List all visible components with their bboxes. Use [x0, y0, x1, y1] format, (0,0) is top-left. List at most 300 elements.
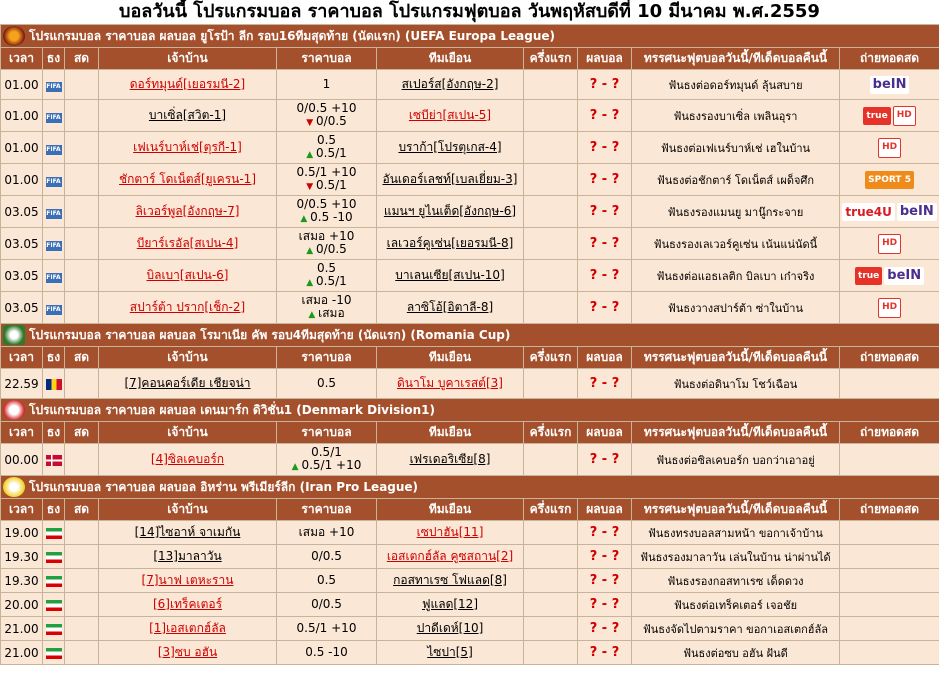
header-result: ผลบอล [578, 422, 632, 444]
odds-secondary [277, 147, 376, 162]
league-title-row [1, 399, 939, 422]
true-hd-logo-icon: HD [878, 138, 901, 158]
home-team [99, 70, 277, 100]
match-time: 19.30 [1, 569, 43, 593]
header-home: เจ้าบ้าน [99, 499, 277, 521]
away-team-link[interactable]: ไซปา[5] [427, 645, 473, 659]
result-score: ? - ? [578, 196, 632, 228]
odds-cell [277, 545, 377, 569]
match-row [1, 164, 939, 196]
header-live: สด [65, 422, 99, 444]
away-team [377, 545, 524, 569]
result-score: ? - ? [578, 617, 632, 641]
prediction-tip: ฟันธงจัดไปตามราคา ขอกาเอสเตกฮ์ลัล [632, 617, 840, 641]
odds-up-arrow-icon: ▲ [306, 245, 317, 256]
odds-secondary [277, 307, 376, 322]
home-team [99, 593, 277, 617]
live-cell [65, 545, 99, 569]
iran-flag-icon [46, 600, 62, 611]
tv-channels [840, 260, 939, 292]
home-team [99, 444, 277, 476]
true-sport-5-logo-icon: SPORT 5 [865, 171, 914, 189]
tv-channels [840, 70, 939, 100]
half-time-score [524, 260, 578, 292]
header-result: ผลบอล [578, 48, 632, 70]
home-team-link[interactable]: [3]ซบ อฮัน [157, 645, 218, 659]
match-flag [43, 132, 65, 164]
tv-channels [840, 593, 939, 617]
header-flag: ธง [43, 48, 65, 70]
half-time-score [524, 196, 578, 228]
odds-primary: 0.5 [316, 573, 337, 587]
live-cell [65, 641, 99, 665]
home-team [99, 292, 277, 324]
result-score: ? - ? [578, 444, 632, 476]
home-team-link[interactable]: [4]ซิลเคบอร์ก [150, 452, 225, 466]
odds-cell [277, 444, 377, 476]
away-team [377, 100, 524, 132]
live-cell [65, 70, 99, 100]
true-hd-logo-icon: HD [878, 234, 901, 254]
odds-cell [277, 641, 377, 665]
result-score: ? - ? [578, 100, 632, 132]
tv-channels [840, 228, 939, 260]
prediction-tip: ฟันธงต่อเทร็คเตอร์ เจอชัย [632, 593, 840, 617]
iran-flag-icon [46, 624, 62, 635]
match-flag [43, 70, 65, 100]
home-team [99, 228, 277, 260]
header-home: เจ้าบ้าน [99, 422, 277, 444]
league-title-row [1, 25, 939, 48]
match-schedule-table [0, 24, 939, 665]
bein-sport-logo-icon: beIN [870, 76, 910, 94]
odds-up-arrow-icon: ▲ [306, 149, 317, 160]
away-team-link[interactable]: อันเดอร์เลชท์[เบลเยี่ยม-3] [382, 172, 518, 186]
header-live: สด [65, 347, 99, 369]
match-flag [43, 521, 65, 545]
live-cell [65, 196, 99, 228]
league-title [1, 476, 939, 499]
half-time-score [524, 569, 578, 593]
match-row [1, 196, 939, 228]
header-odds: ราคาบอล [277, 422, 377, 444]
tv-channels [840, 164, 939, 196]
header-away: ทีมเยือน [377, 48, 524, 70]
header-odds: ราคาบอล [277, 48, 377, 70]
header-odds: ราคาบอล [277, 347, 377, 369]
league-title [1, 324, 939, 347]
odds-primary: 1 [322, 77, 331, 91]
home-team-link[interactable]: ดอร์ทมุนด์[เยอรมนี-2] [129, 77, 246, 91]
denmark-flag-icon [46, 455, 62, 466]
home-team [99, 545, 277, 569]
result-score: ? - ? [578, 228, 632, 260]
prediction-tip: ฟันธงต่อแอธเลติก บิลเบา เก๋าจริง [632, 260, 840, 292]
half-time-score [524, 444, 578, 476]
tv-logos [878, 138, 901, 158]
match-time: 22.59 [1, 369, 43, 399]
match-row [1, 100, 939, 132]
header-result: ผลบอล [578, 499, 632, 521]
result-score: ? - ? [578, 70, 632, 100]
home-team [99, 369, 277, 399]
tv-logos [865, 171, 914, 189]
header-home: เจ้าบ้าน [99, 48, 277, 70]
tv-logos [842, 203, 936, 221]
odds-primary: เสมอ -10 [301, 292, 352, 307]
away-team-link[interactable]: เซบีย่า[สเปน-5] [408, 108, 492, 122]
odds-secondary-text: 0.5/1 [316, 273, 347, 288]
away-team-link[interactable]: บราก้า[โปรตุเกส-4] [398, 140, 502, 154]
odds-cell [277, 70, 377, 100]
home-team-link[interactable]: บิลเบา[สเปน-6] [146, 268, 229, 282]
match-row [1, 369, 939, 399]
odds-primary: 0.5 [316, 132, 337, 147]
away-team-link[interactable]: ปาดีเดห์[10] [416, 621, 484, 635]
away-team [377, 521, 524, 545]
odds-secondary-text: 0/0.5 [316, 113, 347, 128]
match-row [1, 641, 939, 665]
away-team-link[interactable]: เอสเตกฮ์ลัล คูซสถาน[2] [386, 549, 514, 563]
fifa-flag-icon: FIFA [46, 210, 61, 217]
denmark-division-logo-icon [3, 400, 25, 420]
home-team-link[interactable]: [14]ไซอาห์ จาเมกัน [134, 525, 241, 539]
half-time-score [524, 617, 578, 641]
match-row [1, 569, 939, 593]
prediction-tip: ฟันธงต่อซบ อฮัน ฝันดี [632, 641, 840, 665]
header-home: เจ้าบ้าน [99, 347, 277, 369]
header-half: ครึ่งแรก [524, 499, 578, 521]
tv-channels [840, 521, 939, 545]
match-flag [43, 444, 65, 476]
header-live: สด [65, 499, 99, 521]
fifa-flag-icon: FIFA [46, 114, 61, 121]
odds-cell [277, 617, 377, 641]
half-time-score [524, 228, 578, 260]
away-team-link[interactable]: ฟูแลด[12] [421, 597, 478, 611]
page-title: บอลวันนี้ โปรแกรมบอล ราคาบอล โปรแกรมฟุตบอล วันพฤหัสบดีที่ 10 มีนาคม พ.ศ.2559 [119, 1, 820, 22]
match-row [1, 521, 939, 545]
iran-flag-icon [46, 552, 62, 563]
live-cell [65, 521, 99, 545]
home-team [99, 164, 277, 196]
live-cell [65, 617, 99, 641]
match-time: 03.05 [1, 260, 43, 292]
league-title-text: โปรแกรมบอล ราคาบอล ผลบอล เดนมาร์ก ดิวิชั่น1 (Denmark Division1) [29, 402, 435, 417]
header-half: ครึ่งแรก [524, 422, 578, 444]
match-row [1, 593, 939, 617]
tv-channels [840, 444, 939, 476]
away-team [377, 641, 524, 665]
odds-cell [277, 132, 377, 164]
odds-up-arrow-icon: ▲ [308, 309, 319, 320]
match-flag [43, 641, 65, 665]
away-team-link[interactable]: สเปอร์ส[อังกฤษ-2] [401, 77, 499, 91]
tv-channels [840, 196, 939, 228]
match-time: 03.05 [1, 228, 43, 260]
match-time: 20.00 [1, 593, 43, 617]
away-team [377, 70, 524, 100]
away-team-link[interactable]: ลาซิโอ้[อิตาลี-8] [406, 300, 494, 314]
half-time-score [524, 132, 578, 164]
odds-secondary-text: 0/0.5 [316, 241, 347, 256]
half-time-score [524, 545, 578, 569]
home-team-link[interactable]: บียาร์เรอัล[สเปน-4] [136, 236, 239, 250]
header-tv: ถ่ายทอดสด [840, 499, 939, 521]
odds-primary: 0.5 -10 [305, 645, 348, 659]
tv-logos [863, 106, 915, 126]
odds-primary: 0.5 [316, 260, 337, 275]
half-time-score [524, 164, 578, 196]
match-time: 00.00 [1, 444, 43, 476]
odds-down-arrow-icon: ▼ [306, 181, 317, 192]
match-flag [43, 196, 65, 228]
column-header-row [1, 499, 939, 521]
home-team [99, 100, 277, 132]
header-flag: ธง [43, 499, 65, 521]
match-time: 21.00 [1, 617, 43, 641]
live-cell [65, 369, 99, 399]
prediction-tip: ฟันธงต่อซิลเคบอร์ก บอกว่าเอาอยู่ [632, 444, 840, 476]
away-team-link[interactable]: เฟรเดอริเซีย[8] [409, 452, 491, 466]
tv-channels [840, 569, 939, 593]
odds-up-arrow-icon: ▲ [300, 213, 311, 224]
header-tip: ทรรศนะฟุตบอลวันนี้/ทีเด็ดบอลคืนนี้ [632, 347, 840, 369]
column-header-row [1, 48, 939, 70]
result-score: ? - ? [578, 292, 632, 324]
header-tv: ถ่ายทอดสด [840, 347, 939, 369]
header-time: เวลา [1, 499, 43, 521]
header-tip: ทรรศนะฟุตบอลวันนี้/ทีเด็ดบอลคืนนี้ [632, 422, 840, 444]
half-time-score [524, 521, 578, 545]
match-flag [43, 569, 65, 593]
home-team [99, 641, 277, 665]
half-time-score [524, 369, 578, 399]
result-score: ? - ? [578, 260, 632, 292]
fifa-flag-icon: FIFA [46, 242, 61, 249]
away-team [377, 292, 524, 324]
odds-primary: เสมอ +10 [298, 228, 355, 243]
odds-cell [277, 164, 377, 196]
odds-secondary [277, 275, 376, 290]
away-team-link[interactable]: เซปาฮัน[11] [416, 525, 484, 539]
away-team [377, 260, 524, 292]
league-title-text: โปรแกรมบอล ราคาบอล ผลบอล โรมาเนีย คัพ รอบ4ทีมสุดท้าย (นัดแรก) (Romania Cup) [29, 327, 511, 342]
odds-cell [277, 260, 377, 292]
away-team-link[interactable]: กอสทาเรซ โฟแลด[8] [393, 573, 507, 587]
odds-secondary [277, 179, 376, 194]
odds-cell [277, 196, 377, 228]
match-time: 03.05 [1, 292, 43, 324]
header-flag: ธง [43, 422, 65, 444]
romania-flag-icon [46, 379, 62, 390]
live-cell [65, 228, 99, 260]
odds-cell [277, 369, 377, 399]
result-score: ? - ? [578, 132, 632, 164]
home-team-link[interactable]: [6]เทร็คเตอร์ [152, 597, 223, 611]
live-cell [65, 292, 99, 324]
half-time-score [524, 100, 578, 132]
odds-cell [277, 100, 377, 132]
tv-channels [840, 641, 939, 665]
league-title-row [1, 324, 939, 347]
prediction-tip: ฟันธงต่อดอร์ทมุนด์ ลุ้นสบาย [632, 70, 840, 100]
header-tip: ทรรศนะฟุตบอลวันนี้/ทีเด็ดบอลคืนนี้ [632, 499, 840, 521]
odds-secondary [277, 211, 376, 226]
fifa-flag-icon: FIFA [46, 306, 61, 313]
home-team [99, 196, 277, 228]
europa-league-logo-icon [3, 26, 25, 46]
match-row [1, 260, 939, 292]
match-row [1, 292, 939, 324]
match-flag [43, 593, 65, 617]
match-row [1, 132, 939, 164]
odds-secondary [277, 459, 376, 474]
tv-logos [878, 298, 901, 318]
iran-flag-icon [46, 528, 62, 539]
away-team-link[interactable]: เลเวอร์คูเซ่น[เยอรมนี-8] [386, 236, 514, 250]
header-tv: ถ่ายทอดสด [840, 48, 939, 70]
header-flag: ธง [43, 347, 65, 369]
home-team-link[interactable]: [1]เอสเตกฮ์ลัล [149, 621, 226, 635]
half-time-score [524, 593, 578, 617]
away-team [377, 228, 524, 260]
result-score: ? - ? [578, 545, 632, 569]
match-flag [43, 164, 65, 196]
header-away: ทีมเยือน [377, 499, 524, 521]
away-team [377, 132, 524, 164]
bein-sport-logo-icon: beIN [884, 267, 924, 285]
header-away: ทีมเยือน [377, 422, 524, 444]
match-flag [43, 100, 65, 132]
live-cell [65, 100, 99, 132]
header-time: เวลา [1, 422, 43, 444]
prediction-tip: ฟันธงรองบาเซิ่ล เพลินอุรา [632, 100, 840, 132]
prediction-tip: ฟันธงต่อดินาโม โชว์เฉือน [632, 369, 840, 399]
match-flag [43, 545, 65, 569]
odds-secondary-text: เสมอ [318, 305, 345, 320]
fifa-flag-icon: FIFA [46, 83, 61, 90]
home-team-link[interactable]: เฟเนร์บาห์เช่[ตุรกี-1] [133, 140, 242, 154]
header-time: เวลา [1, 347, 43, 369]
true-hd-logo-icon: HD [893, 106, 916, 126]
prediction-tip: ฟันธงวางสปาร์ต้า ซ่าในบ้าน [632, 292, 840, 324]
match-flag [43, 617, 65, 641]
odds-primary: 0/0.5 +10 [296, 196, 357, 211]
home-team-link[interactable]: สปาร์ต้า ปราก[เช็ก-2] [129, 300, 246, 314]
odds-primary: 0.5/1 [311, 444, 342, 459]
result-score: ? - ? [578, 164, 632, 196]
odds-up-arrow-icon: ▲ [291, 461, 302, 472]
match-flag [43, 369, 65, 399]
header-half: ครึ่งแรก [524, 347, 578, 369]
match-time: 01.00 [1, 132, 43, 164]
match-time: 03.05 [1, 196, 43, 228]
true-hd-logo-icon: HD [878, 298, 901, 318]
prediction-tip: ฟันธงรองแมนยู มานู๊กระจาย [632, 196, 840, 228]
live-cell [65, 132, 99, 164]
away-team [377, 369, 524, 399]
odds-primary: 0.5 [316, 376, 337, 390]
header-tv: ถ่ายทอดสด [840, 422, 939, 444]
odds-cell [277, 521, 377, 545]
away-team [377, 196, 524, 228]
odds-up-arrow-icon: ▲ [306, 277, 317, 288]
home-team [99, 260, 277, 292]
result-score: ? - ? [578, 641, 632, 665]
home-team-link[interactable]: ชักตาร์ โดเน็ตส์[ยูเครน-1] [119, 172, 256, 186]
league-title [1, 399, 939, 422]
header-odds: ราคาบอล [277, 499, 377, 521]
odds-primary: 0/0.5 [311, 549, 342, 563]
away-team-link[interactable]: ดินาโม บูคาเรสต์[3] [397, 376, 503, 390]
iran-flag-icon [46, 576, 62, 587]
tv-logos [855, 267, 924, 285]
tv-channels [840, 369, 939, 399]
away-team-link[interactable]: บาเลนเซีย[สเปน-10] [395, 268, 505, 282]
prediction-tip: ฟันธงรองมาลาวัน เล่นในบ้าน น่าผ่านได้ [632, 545, 840, 569]
odds-secondary [277, 115, 376, 130]
tv-channels [840, 545, 939, 569]
home-team [99, 617, 277, 641]
home-team-link[interactable]: [13]มาลาวัน [153, 549, 222, 563]
odds-secondary-text: 0.5/1 [316, 177, 347, 192]
header-live: สด [65, 48, 99, 70]
odds-cell [277, 292, 377, 324]
home-team-link[interactable]: [7]นาฟ เตหะราน [141, 573, 234, 587]
home-team-link[interactable]: [7]คอนคอร์เดีย เชียจน่า [124, 376, 251, 390]
tv-channels [840, 100, 939, 132]
away-team [377, 164, 524, 196]
match-flag [43, 228, 65, 260]
true4u-logo-icon: true4U [842, 203, 894, 221]
live-cell [65, 569, 99, 593]
match-time: 01.00 [1, 70, 43, 100]
half-time-score [524, 292, 578, 324]
prediction-tip: ฟันธงรองเลเวอร์คูเซ่น เน้นแน่นัดนี้ [632, 228, 840, 260]
live-cell [65, 444, 99, 476]
column-header-row [1, 422, 939, 444]
tv-logos [878, 234, 901, 254]
result-score: ? - ? [578, 593, 632, 617]
true-sport-logo-icon: true [863, 107, 890, 125]
away-team [377, 444, 524, 476]
home-team-link[interactable]: ลิเวอร์พูล[อังกฤษ-7] [135, 204, 240, 218]
fifa-flag-icon: FIFA [46, 146, 61, 153]
home-team [99, 569, 277, 593]
league-title-text: โปรแกรมบอล ราคาบอล ผลบอล อิหร่าน พรีเมียร์ลีก (Iran Pro League) [29, 479, 419, 494]
header-away: ทีมเยือน [377, 347, 524, 369]
true-sport-logo-icon: true [855, 267, 882, 285]
odds-cell [277, 593, 377, 617]
prediction-tip: ฟันธงต่อชักตาร์ โดเน็ตส์ เผด็จศึก [632, 164, 840, 196]
home-team-link[interactable]: บาเซิ่ล[สวิต-1] [148, 108, 227, 122]
half-time-score [524, 641, 578, 665]
home-team [99, 132, 277, 164]
league-title [1, 25, 939, 48]
header-result: ผลบอล [578, 347, 632, 369]
odds-cell [277, 569, 377, 593]
league-title-row [1, 476, 939, 499]
result-score: ? - ? [578, 521, 632, 545]
tv-logos [870, 76, 910, 94]
league-title-text: โปรแกรมบอล ราคาบอล ผลบอล ยูโรป้า ลีก รอบ16ทีมสุดท้าย (นัดแรก) (UEFA Europa League) [29, 28, 555, 43]
header-half: ครึ่งแรก [524, 48, 578, 70]
match-row [1, 617, 939, 641]
odds-secondary-text: 0.5 -10 [310, 209, 353, 224]
away-team-link[interactable]: แมนฯ ยูไนเต็ด[อังกฤษ-6] [383, 204, 517, 218]
bein-sport-logo-icon: beIN [897, 203, 937, 221]
